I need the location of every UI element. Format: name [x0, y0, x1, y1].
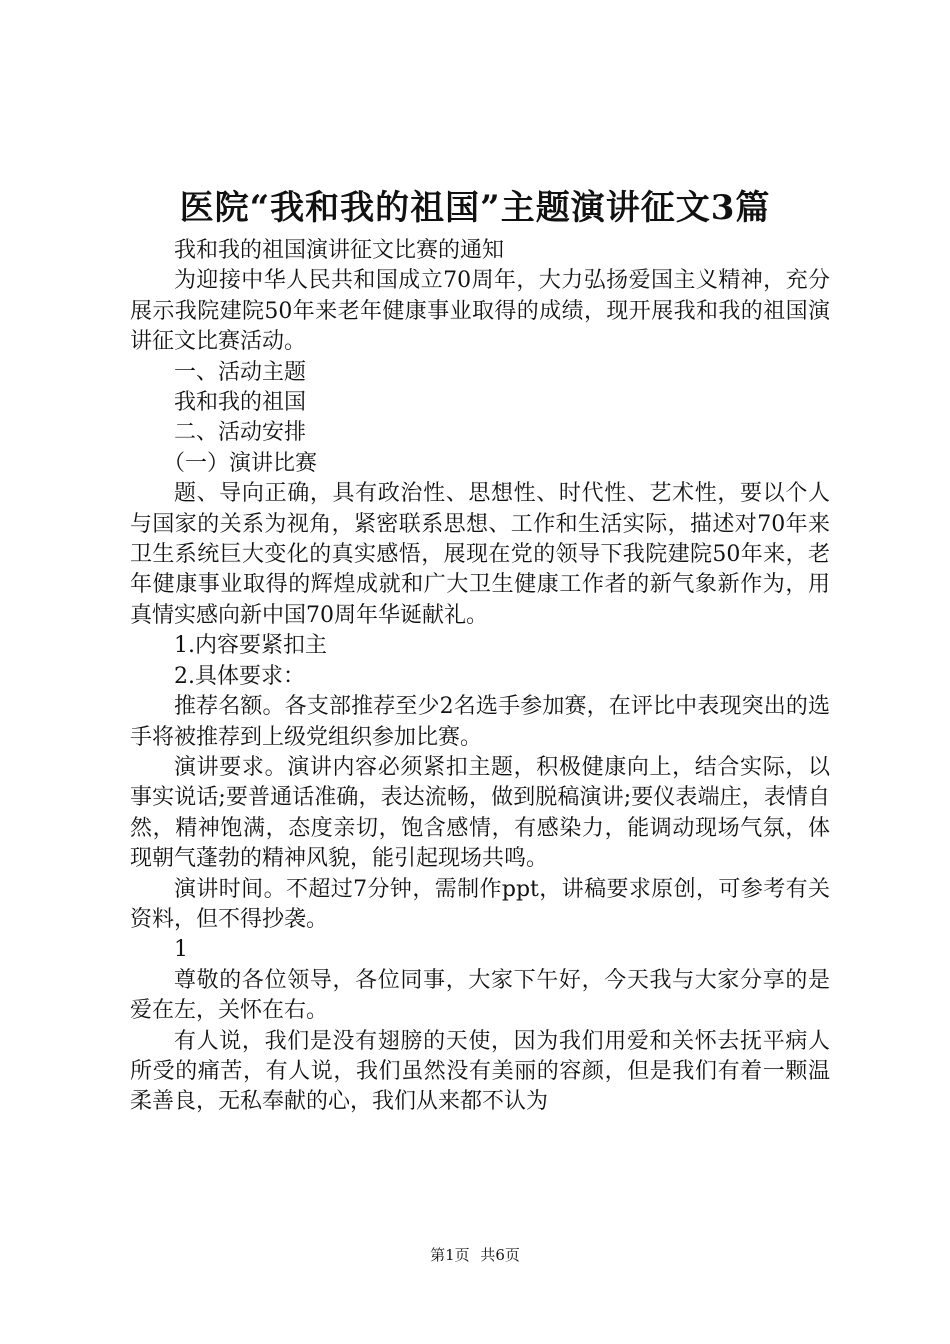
paragraph: 演讲时间。不超过7分钟，需制作ppt，讲稿要求原创，可参考有关资料，但不得抄袭。: [130, 876, 830, 932]
paragraph: 一、活动主题: [174, 359, 307, 385]
paragraph: 有人说，我们是没有翅膀的天使，因为我们用爱和关怀去抚平病人所受的痛苦，有人说，我们虽然没有美丽的容颜，但是我们有着一颗温柔善良，无私奉献的心，我们从来都不认为: [130, 1028, 830, 1115]
document-title: 医院“我和我的祖国”主题演讲征文3篇: [179, 188, 771, 228]
paragraph: 我和我的祖国演讲征文比赛的通知: [174, 238, 505, 263]
paragraph: 为迎接中华人民共和国成立70周年，大力弘扬爱国主义精神，充分展示我院建院50年来老年健康事业取得的成绩，现开展我和我的祖国演讲征文比赛活动。: [130, 268, 830, 355]
paragraph: 2.具体要求：: [174, 663, 305, 689]
paragraph: 二、活动安排: [174, 420, 307, 446]
paragraph: 1.内容要紧扣主: [174, 633, 327, 659]
page-number: 第1页: [430, 1246, 470, 1264]
paragraph: 尊敬的各位领导，各位同事，大家下午好，今天我与大家分享的是爱在左，关怀在右。: [130, 967, 830, 1024]
paragraph: 演讲要求。演讲内容必须紧扣主题，积极健康向上，结合实际，以事实说话;要普通话准确，表达流畅，做到脱稿演讲;要仪表端庄，表情自然，精神饱满，态度亲切，饱含感情，有感染力，能调动现场气氛，体现朝气蓬勃的精神风貌，能引起现场共鸣。: [130, 754, 830, 872]
paragraph: 我和我的祖国: [174, 390, 307, 416]
paragraph: （一）演讲比赛: [163, 450, 318, 476]
paragraph: 题、导向正确，具有政治性、思想性、时代性、艺术性，要以个人与国家的关系为视角，紧密联系思想、工作和生活实际，描述对70年来卫生系统巨大变化的真实感悟，展现在党的领导下我院建院50年来，老年健康事业取得的辉煌成就和广大卫生健康工作者的新气象新作为，用真情实感向新中国70周年华诞献礼。: [130, 481, 830, 628]
paragraph: 推荐名额。各支部推荐至少2名选手参加赛，在评比中表现突出的选手将被推荐到上级党组织参加比赛。: [130, 694, 830, 750]
page-total: 共6页: [480, 1246, 520, 1264]
paragraph: 1: [174, 937, 188, 963]
document-body: [130, 236, 830, 1118]
page-footer: [0, 1245, 950, 1265]
